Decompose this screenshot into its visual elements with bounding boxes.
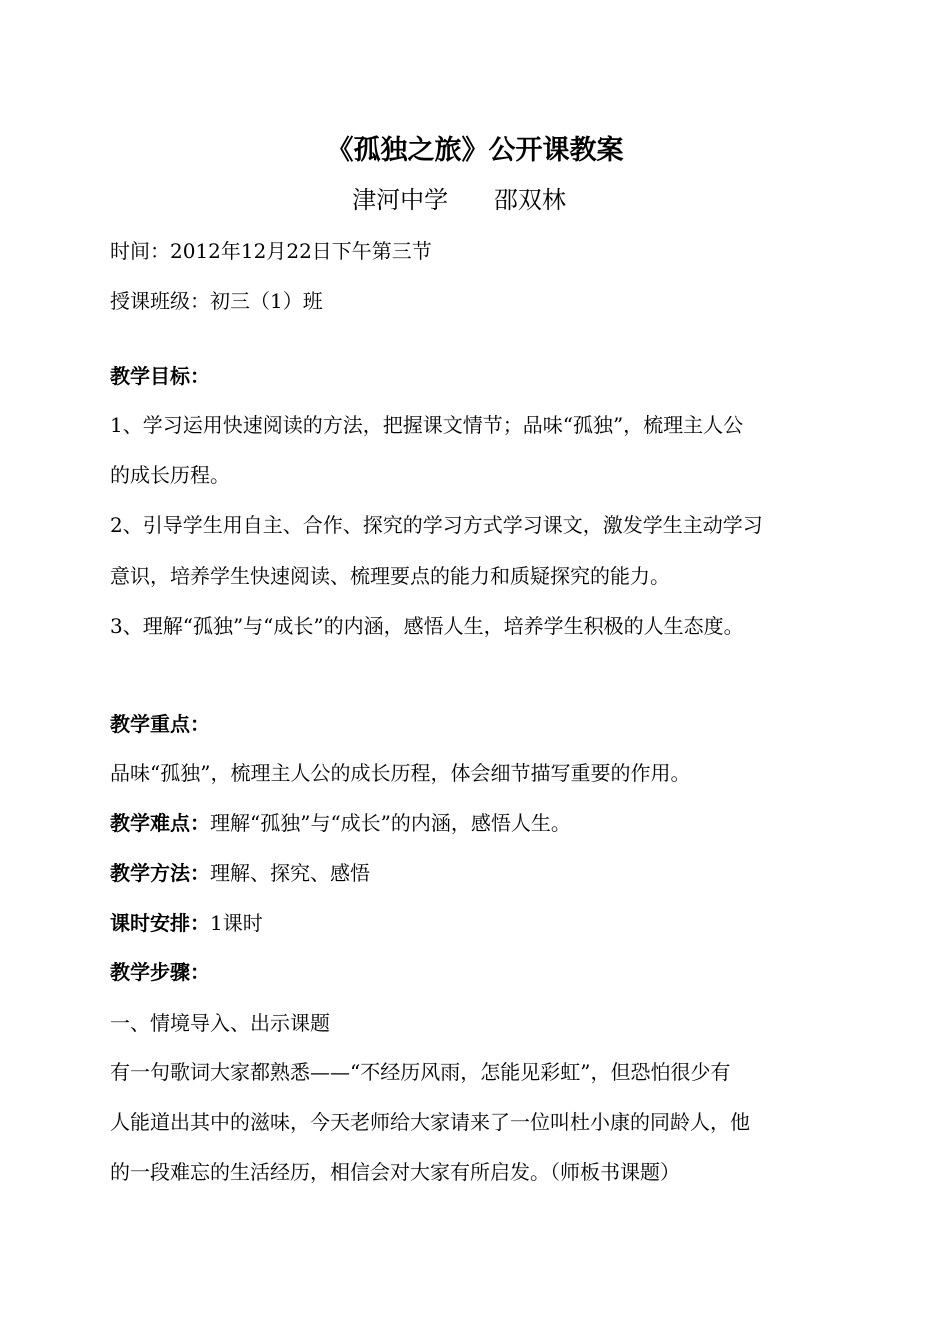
objective-line: 的成长历程。	[110, 463, 230, 487]
objective-line: 3、理解“孤独”与“成长”的内涵，感悟人生，培养学生积极的人生态度。	[110, 614, 744, 638]
schedule-line	[110, 908, 870, 938]
difficulty-label: 教学难点：	[110, 811, 210, 835]
objective-line: 意识，培养学生快速阅读、梳理要点的能力和质疑探究的能力。	[110, 564, 670, 588]
document-title: 《孤独之旅》公开课教案	[326, 135, 624, 166]
step1-paragraph-line: 的一段难忘的生活经历，相信会对大家有所启发。（师板书课题）	[110, 1160, 680, 1184]
schedule-label: 课时安排：	[110, 911, 210, 935]
method-label: 教学方法：	[110, 861, 210, 885]
step1-title: 一、情境导入、出示课题	[110, 1011, 330, 1035]
objectives-heading: 教学目标：	[110, 364, 210, 388]
step1-paragraph-line: 人能道出其中的滋味，今天老师给大家请来了一位叫杜小康的同龄人，他	[110, 1110, 750, 1134]
schedule-text: 1课时	[210, 911, 263, 935]
key-points-heading: 教学重点：	[110, 712, 210, 736]
objective-line: 2、引导学生用自主、合作、探究的学习方式学习课文，激发学生主动学习	[110, 513, 763, 537]
objective-line: 1、学习运用快速阅读的方法，把握课文情节；品味“孤独”，梳理主人公	[110, 413, 744, 437]
key-points-text: 品味“孤独”，梳理主人公的成长历程，体会细节描写重要的作用。	[110, 761, 691, 785]
difficulty-line	[110, 808, 870, 838]
method-line	[110, 858, 870, 888]
steps-heading: 教学步骤：	[110, 960, 210, 984]
difficulty-text: 理解“孤独”与“成长”的内涵，感悟人生。	[210, 811, 571, 835]
method-text: 理解、探究、感悟	[210, 861, 370, 885]
time-line: 时间：2012年12月22日下午第三节	[110, 239, 432, 263]
class-line: 授课班级：初三（1）班	[110, 289, 323, 313]
author-line: 津河中学 邵双林	[352, 186, 566, 214]
step1-paragraph-line: 有一句歌词大家都熟悉——“不经历风雨，怎能见彩虹”，但恐怕很少有	[110, 1060, 731, 1084]
